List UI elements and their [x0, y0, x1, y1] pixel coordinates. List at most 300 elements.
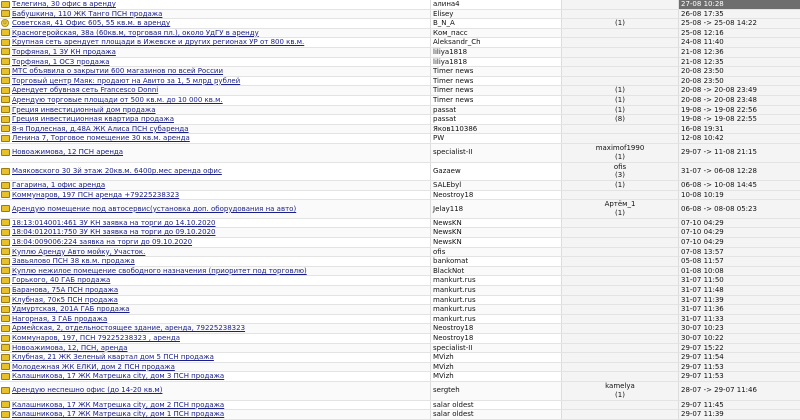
topic-author: Neostroy18	[431, 334, 562, 344]
topic-author: B_N_A	[431, 19, 562, 29]
topic-last-post-date: 06-08 -> 08-08 05:23	[679, 200, 800, 219]
topic-title-cell	[10, 314, 431, 324]
topic-title-link[interactable]: Калашникова, 17 ЖК Матрешка city, дом 1 ПСН продажа	[12, 410, 224, 418]
topic-row[interactable]	[0, 76, 800, 86]
topic-author: Neostroy18	[431, 324, 562, 334]
topic-row[interactable]	[0, 362, 800, 372]
topic-last-post-date: 29-07 11:45	[679, 400, 800, 410]
topic-replies	[562, 47, 679, 57]
topic-title-link[interactable]: Калашникова, 17 ЖК Матрешка city, дом 2 ПСН продажа	[12, 401, 224, 409]
topic-author: Aleksandr_Ch	[431, 38, 562, 48]
topic-title-cell	[10, 190, 431, 200]
folder-icon	[1, 182, 10, 189]
topic-last-post-date: 07-10 04:29	[679, 238, 800, 248]
folder-icon	[1, 125, 10, 132]
topic-row[interactable]	[0, 162, 800, 181]
topic-replies	[562, 305, 679, 315]
topic-title-cell	[10, 38, 431, 48]
topic-title-cell	[10, 115, 431, 125]
folder-icon	[1, 267, 10, 274]
topic-title-cell	[10, 238, 431, 248]
topic-icon-cell	[0, 400, 10, 410]
topic-title-cell	[10, 353, 431, 363]
topic-last-post-date: 26-08 17:35	[679, 9, 800, 19]
topic-last-post-date: 27-08 10:28	[679, 0, 800, 9]
topic-author: Яков110386	[431, 124, 562, 134]
topic-replies	[562, 295, 679, 305]
topic-last-post-date: 29-07 15:22	[679, 343, 800, 353]
topic-last-post-date: 20-08 23:50	[679, 67, 800, 77]
topic-row[interactable]	[0, 228, 800, 238]
topic-title-cell	[10, 228, 431, 238]
topic-author: mankurt.rus	[431, 314, 562, 324]
topic-title-link[interactable]: Крупная сеть арендует площади в Ижевске и других регионах УР от 800 кв.м.	[12, 38, 304, 46]
topic-icon-cell	[0, 247, 10, 257]
topic-title-link[interactable]: Молодежная ЖК ЕЛКИ, дом 2 ПСН продажа	[12, 363, 175, 371]
topic-icon-cell	[0, 28, 10, 38]
topic-title-cell	[10, 9, 431, 19]
folder-icon	[1, 344, 10, 351]
topic-last-post-date: 10-08 10:19	[679, 190, 800, 200]
topic-author: Elisey	[431, 9, 562, 19]
topic-author: Jelay118	[431, 200, 562, 219]
topic-author: ofis	[431, 247, 562, 257]
topic-last-post-date: 28-07 -> 29-07 11:46	[679, 381, 800, 400]
topic-replies: maximof1990 (1)	[562, 143, 679, 162]
topic-icon-cell	[0, 218, 10, 228]
topic-last-post-date: 29-07 11:53	[679, 362, 800, 372]
topic-icon-cell	[0, 95, 10, 105]
topic-row[interactable]	[0, 324, 800, 334]
topic-replies: (8)	[562, 115, 679, 125]
topic-title-link[interactable]: Телегина, 30 офис в аренду	[12, 0, 116, 8]
topic-replies: (1)	[562, 181, 679, 191]
topic-row[interactable]	[0, 67, 800, 77]
topic-author: MVizh	[431, 353, 562, 363]
folder-icon	[1, 116, 10, 123]
topic-title-cell	[10, 305, 431, 315]
topic-replies	[562, 76, 679, 86]
topic-title-link[interactable]: Удмуртская, 201А ГАБ продажа	[12, 305, 130, 313]
topic-title-cell	[10, 95, 431, 105]
topic-icon-cell	[0, 134, 10, 144]
topic-icon-cell	[0, 353, 10, 363]
topic-author: BlackNot	[431, 266, 562, 276]
topic-icon-cell	[0, 47, 10, 57]
topic-replies: kamelya (1)	[562, 381, 679, 400]
topic-title-link[interactable]: Баранова, 75А ПСН продажа	[12, 286, 118, 294]
topic-row[interactable]	[0, 86, 800, 96]
topic-last-post-date: 20-08 -> 20-08 23:49	[679, 86, 800, 96]
topic-last-post-date: 29-07 11:39	[679, 410, 800, 420]
topic-title-cell	[10, 19, 431, 29]
folder-icon	[1, 191, 10, 198]
topic-title-link[interactable]: Калашникова, 17 ЖК Матрешка city, дом 3 ПСН продажа	[12, 372, 224, 380]
topic-row[interactable]	[0, 95, 800, 105]
topic-icon-cell	[0, 295, 10, 305]
topic-last-post-date: 31-07 11:50	[679, 276, 800, 286]
topic-replies	[562, 190, 679, 200]
topic-title-link[interactable]: Советская, 41 Офис 605, 55 кв.м. в аренду	[12, 19, 170, 27]
folder-icon	[1, 354, 10, 361]
topic-author: specialist-II	[431, 143, 562, 162]
topic-title-link[interactable]: Ленина 7, Торговое помещение 30 кв.м. аренда	[12, 134, 190, 142]
topic-icon-cell	[0, 372, 10, 382]
topic-title-link[interactable]: 18:04:009006:224 заявка на торги до 09.10.2020	[12, 238, 192, 246]
topic-icon-cell	[0, 228, 10, 238]
topic-title-link[interactable]: Бабушкина, 110 ЖК Танго ПСН продажа	[12, 10, 162, 18]
topic-row[interactable]	[0, 276, 800, 286]
topic-title-link[interactable]: Нагорная, 3 ГАБ продажа	[12, 315, 107, 323]
topic-title-cell	[10, 162, 431, 181]
topic-row[interactable]	[0, 105, 800, 115]
folder-icon	[1, 87, 10, 94]
topic-last-post-date: 21-08 12:35	[679, 57, 800, 67]
topic-icon-cell	[0, 76, 10, 86]
topic-last-post-date: 25-08 12:16	[679, 28, 800, 38]
topic-replies	[562, 67, 679, 77]
folder-icon	[1, 411, 10, 418]
topic-replies: (1)	[562, 105, 679, 115]
topic-row[interactable]	[0, 19, 800, 29]
topic-replies	[562, 410, 679, 420]
topic-author: алина4	[431, 0, 562, 9]
topic-replies	[562, 400, 679, 410]
topic-replies	[562, 57, 679, 67]
topic-author: MVizh	[431, 362, 562, 372]
topic-row[interactable]	[0, 134, 800, 144]
topic-last-post-date: 31-07 11:48	[679, 286, 800, 296]
topic-row[interactable]	[0, 295, 800, 305]
topic-row[interactable]	[0, 257, 800, 267]
topic-title-link[interactable]: Горького, 40 ГАБ продажа	[12, 276, 110, 284]
topic-title-cell	[10, 28, 431, 38]
folder-icon	[1, 77, 10, 84]
topic-author: Timer news	[431, 95, 562, 105]
topic-icon-cell	[0, 238, 10, 248]
topic-last-post-date: 20-08 -> 20-08 23:48	[679, 95, 800, 105]
topic-replies	[562, 38, 679, 48]
topic-last-post-date: 31-07 -> 06-08 12:28	[679, 162, 800, 181]
topic-title-cell	[10, 410, 431, 420]
topic-replies	[562, 247, 679, 257]
folder-icon	[1, 315, 10, 322]
topic-last-post-date: 16-08 19:31	[679, 124, 800, 134]
topic-title-cell	[10, 181, 431, 191]
folder-icon	[1, 96, 10, 103]
topic-icon-cell	[0, 200, 10, 219]
topic-last-post-date: 20-08 23:50	[679, 76, 800, 86]
topic-row[interactable]	[0, 343, 800, 353]
topic-author: mankurt.rus	[431, 286, 562, 296]
topic-title-link[interactable]: Гагарина, 1 офис аренда	[12, 181, 105, 189]
topic-icon-cell	[0, 190, 10, 200]
topic-icon-cell	[0, 343, 10, 353]
topic-author: liliya1818	[431, 57, 562, 67]
topic-title-cell	[10, 0, 431, 9]
topic-last-post-date: 29-07 11:53	[679, 372, 800, 382]
topic-replies	[562, 372, 679, 382]
topic-row[interactable]	[0, 124, 800, 134]
topic-replies	[562, 276, 679, 286]
topic-row[interactable]	[0, 143, 800, 162]
folder-icon	[1, 239, 10, 246]
topic-author: Gazaew	[431, 162, 562, 181]
topic-title-link[interactable]: Арендует обувная сеть Francesco Donni	[12, 86, 158, 94]
topic-icon-cell	[0, 257, 10, 267]
topic-row[interactable]	[0, 400, 800, 410]
topic-title-link[interactable]: Красногеройская, 38а (60кв.м, торговая пл.), около УдГУ в аренду	[12, 29, 259, 37]
topic-title-cell	[10, 266, 431, 276]
topic-icon-cell	[0, 410, 10, 420]
topic-author: Timer news	[431, 67, 562, 77]
topic-row[interactable]	[0, 47, 800, 57]
topic-title-link[interactable]: Торфяная, 1 ОСЗ продажа	[12, 58, 110, 66]
topic-icon-cell	[0, 362, 10, 372]
topic-author: mankurt.rus	[431, 305, 562, 315]
topic-row[interactable]	[0, 38, 800, 48]
topic-title-link[interactable]: Завьялово ПСН 38 кв.м. продажа	[12, 257, 135, 265]
topic-replies: (1)	[562, 86, 679, 96]
topic-author: passat	[431, 115, 562, 125]
topic-last-post-date: 07-10 04:29	[679, 218, 800, 228]
topic-title-link[interactable]: Арендую помещение под автосервис(установка доп. оборудования на авто)	[12, 205, 296, 213]
topic-author: Ком_пасс	[431, 28, 562, 38]
topic-title-cell	[10, 400, 431, 410]
topic-author: passat	[431, 105, 562, 115]
topic-icon-cell	[0, 143, 10, 162]
topic-row[interactable]	[0, 334, 800, 344]
topic-row[interactable]	[0, 266, 800, 276]
topic-row[interactable]	[0, 286, 800, 296]
folder-icon	[1, 296, 10, 303]
folder-icon	[1, 229, 10, 236]
topic-icon-cell	[0, 105, 10, 115]
folder-icon	[1, 149, 10, 156]
topic-title-link[interactable]: Торфяная, 1 ЗУ КН продажа	[12, 48, 116, 56]
topic-title-cell	[10, 324, 431, 334]
topic-replies	[562, 266, 679, 276]
topic-last-post-date: 24-08 11:40	[679, 38, 800, 48]
topic-replies	[562, 334, 679, 344]
folder-icon	[1, 219, 10, 226]
folder-icon	[1, 258, 10, 265]
topic-title-cell	[10, 362, 431, 372]
topic-author: salar oldest	[431, 410, 562, 420]
topic-replies	[562, 228, 679, 238]
topic-last-post-date: 29-07 -> 11-08 21:15	[679, 143, 800, 162]
topic-last-post-date: 31-07 11:39	[679, 295, 800, 305]
topic-title-link[interactable]: 18:04:012011:750 ЗУ КН заявка на торги до 09.10.2020	[12, 228, 216, 236]
topic-row[interactable]	[0, 353, 800, 363]
folder-icon	[1, 39, 10, 46]
topic-replies	[562, 324, 679, 334]
topic-replies: (1)	[562, 19, 679, 29]
topic-row[interactable]	[0, 115, 800, 125]
topic-replies	[562, 286, 679, 296]
topic-author: MVizh	[431, 372, 562, 382]
topic-icon-cell	[0, 0, 10, 9]
topic-icon-cell	[0, 57, 10, 67]
topic-title-cell	[10, 134, 431, 144]
topic-title-link[interactable]: Коммунаров, 197, ПСН 79225238323 , аренда	[12, 334, 180, 342]
topic-row[interactable]	[0, 200, 800, 219]
topic-last-post-date: 25-08 -> 25-08 14:22	[679, 19, 800, 29]
topic-last-post-date: 06-08 -> 10-08 14:45	[679, 181, 800, 191]
topic-icon-cell	[0, 67, 10, 77]
folder-icon	[1, 135, 10, 142]
folder-icon	[1, 205, 10, 212]
topic-replies: ofis (3)	[562, 162, 679, 181]
topic-replies	[562, 343, 679, 353]
topic-author: mankurt.rus	[431, 276, 562, 286]
topic-row[interactable]	[0, 305, 800, 315]
topic-last-post-date: 05-08 11:57	[679, 257, 800, 267]
topic-replies	[562, 353, 679, 363]
topic-icon-cell	[0, 38, 10, 48]
topic-row[interactable]	[0, 410, 800, 420]
topic-title-link[interactable]: Арендую неспешно офис (до 14-20 кв.м)	[12, 386, 162, 394]
topic-title-cell	[10, 276, 431, 286]
folder-icon	[1, 48, 10, 55]
smiley-icon: ☺	[1, 19, 9, 27]
topic-title-cell	[10, 257, 431, 267]
topic-last-post-date: 30-07 10:23	[679, 324, 800, 334]
topic-replies	[562, 238, 679, 248]
folder-icon	[1, 248, 10, 255]
topic-last-post-date: 30-07 10:22	[679, 334, 800, 344]
topic-title-link[interactable]: Клубная, 21 ЖК Зеленый квартал дом 5 ПСН продажа	[12, 353, 214, 361]
topic-row[interactable]	[0, 190, 800, 200]
topic-author: mankurt.rus	[431, 295, 562, 305]
topic-author: SALEbyl	[431, 181, 562, 191]
topic-last-post-date: 12-08 10:42	[679, 134, 800, 144]
topic-author: sergteh	[431, 381, 562, 400]
topic-title-cell	[10, 343, 431, 353]
topic-author: NewsKN	[431, 228, 562, 238]
topic-author: Timer news	[431, 86, 562, 96]
topic-title-link[interactable]: Армейская, 2, отдельностоящее здание, аренда, 79225238323	[12, 324, 245, 332]
topic-title-link[interactable]: Куплю Аренду Авто мойку, Участок.	[12, 248, 145, 256]
topic-title-link[interactable]: Клубная, 70к5 ПСН продажа	[12, 296, 118, 304]
topic-title-cell	[10, 76, 431, 86]
topic-replies	[562, 124, 679, 134]
topic-last-post-date: 21-08 12:36	[679, 47, 800, 57]
folder-icon	[1, 1, 10, 8]
topic-author: salar oldest	[431, 400, 562, 410]
topic-title-link[interactable]: Греция инвестиционная квартира продажа	[12, 115, 174, 123]
topic-title-link[interactable]: Торговый центр Маяк: продают на Авито за 1, 5 млрд рублей	[12, 77, 240, 85]
topic-row[interactable]	[0, 372, 800, 382]
topic-last-post-date: 07-08 13:57	[679, 247, 800, 257]
topic-replies	[562, 362, 679, 372]
topic-icon-cell	[0, 286, 10, 296]
topic-row[interactable]	[0, 381, 800, 400]
topic-icon-cell	[0, 115, 10, 125]
topic-replies: (1)	[562, 95, 679, 105]
topic-replies	[562, 9, 679, 19]
topic-icon-cell	[0, 266, 10, 276]
topic-replies	[562, 28, 679, 38]
topic-title-cell	[10, 334, 431, 344]
folder-icon	[1, 29, 10, 36]
topic-title-link[interactable]: Коммунаров, 197 ПСН аренда +79225238323	[12, 191, 179, 199]
folder-icon	[1, 287, 10, 294]
topic-author: liliya1818	[431, 47, 562, 57]
topic-icon-cell	[0, 334, 10, 344]
topic-row[interactable]	[0, 238, 800, 248]
topic-title-link[interactable]: Маяковского 30 3й этаж 20кв.м. 6400р.мес аренда офис	[12, 167, 222, 175]
topic-title-cell	[10, 247, 431, 257]
topic-row[interactable]	[0, 57, 800, 67]
topic-row[interactable]	[0, 314, 800, 324]
folder-icon	[1, 335, 10, 342]
folder-icon	[1, 401, 10, 408]
topic-row[interactable]	[0, 181, 800, 191]
topic-title-link[interactable]: Греция инвестиционный дом продажа	[12, 106, 156, 114]
topic-row[interactable]	[0, 0, 800, 9]
folder-icon	[1, 363, 10, 370]
topic-icon-cell	[0, 381, 10, 400]
topic-replies	[562, 257, 679, 267]
topic-title-link[interactable]: Новоажимова, 12, ПСН, аренда	[12, 344, 128, 352]
topic-title-cell	[10, 200, 431, 219]
folder-icon	[1, 306, 10, 313]
topic-replies	[562, 314, 679, 324]
topic-title-cell	[10, 105, 431, 115]
topic-row[interactable]	[0, 28, 800, 38]
topic-last-post-date: 31-07 11:36	[679, 305, 800, 315]
topic-title-cell	[10, 286, 431, 296]
topic-author: NewsKN	[431, 238, 562, 248]
topic-row[interactable]	[0, 9, 800, 19]
topic-last-post-date: 31-07 11:33	[679, 314, 800, 324]
topic-title-cell	[10, 381, 431, 400]
topic-title-cell	[10, 124, 431, 134]
topic-title-link[interactable]: МТС объявила о закрытии 600 магазинов по всей России	[12, 67, 223, 75]
topic-title-link[interactable]: Арендую торговые площади от 500 кв.м. до 10 000 кв.м.	[12, 96, 223, 104]
topic-replies	[562, 134, 679, 144]
topic-title-cell	[10, 47, 431, 57]
topic-title-link[interactable]: Куплю нежилое помещение свободного назначения (приоритет под торговлю)	[12, 267, 307, 275]
topic-title-cell	[10, 67, 431, 77]
topic-title-link[interactable]: 8-я Подлесная, д.48А ЖК Алиса ПСН субаренда	[12, 125, 189, 133]
topic-icon-cell	[0, 124, 10, 134]
topic-title-link[interactable]: Новоажимова, 12 ПСН аренда	[12, 148, 123, 156]
topic-author: specialist-II	[431, 343, 562, 353]
topic-title-cell	[10, 295, 431, 305]
folder-icon	[1, 106, 10, 113]
topic-last-post-date: 19-08 -> 19-08 22:56	[679, 105, 800, 115]
topic-title-cell	[10, 57, 431, 67]
topic-icon-cell	[0, 9, 10, 19]
topic-icon-cell	[0, 19, 10, 29]
topic-title-cell	[10, 143, 431, 162]
topic-last-post-date: 01-08 10:08	[679, 266, 800, 276]
folder-icon	[1, 325, 10, 332]
topic-icon-cell	[0, 314, 10, 324]
topic-author: PW	[431, 134, 562, 144]
folder-icon	[1, 277, 10, 284]
folder-icon	[1, 58, 10, 65]
topic-row[interactable]	[0, 218, 800, 228]
topic-row[interactable]	[0, 247, 800, 257]
folder-icon	[1, 373, 10, 380]
topic-title-link[interactable]: 18:13:014001:461 ЗУ КН заявка на торги до 14.10.2020	[12, 219, 216, 227]
topic-replies: Артём_1 (1)	[562, 200, 679, 219]
topic-replies	[562, 218, 679, 228]
topic-title-cell	[10, 86, 431, 96]
